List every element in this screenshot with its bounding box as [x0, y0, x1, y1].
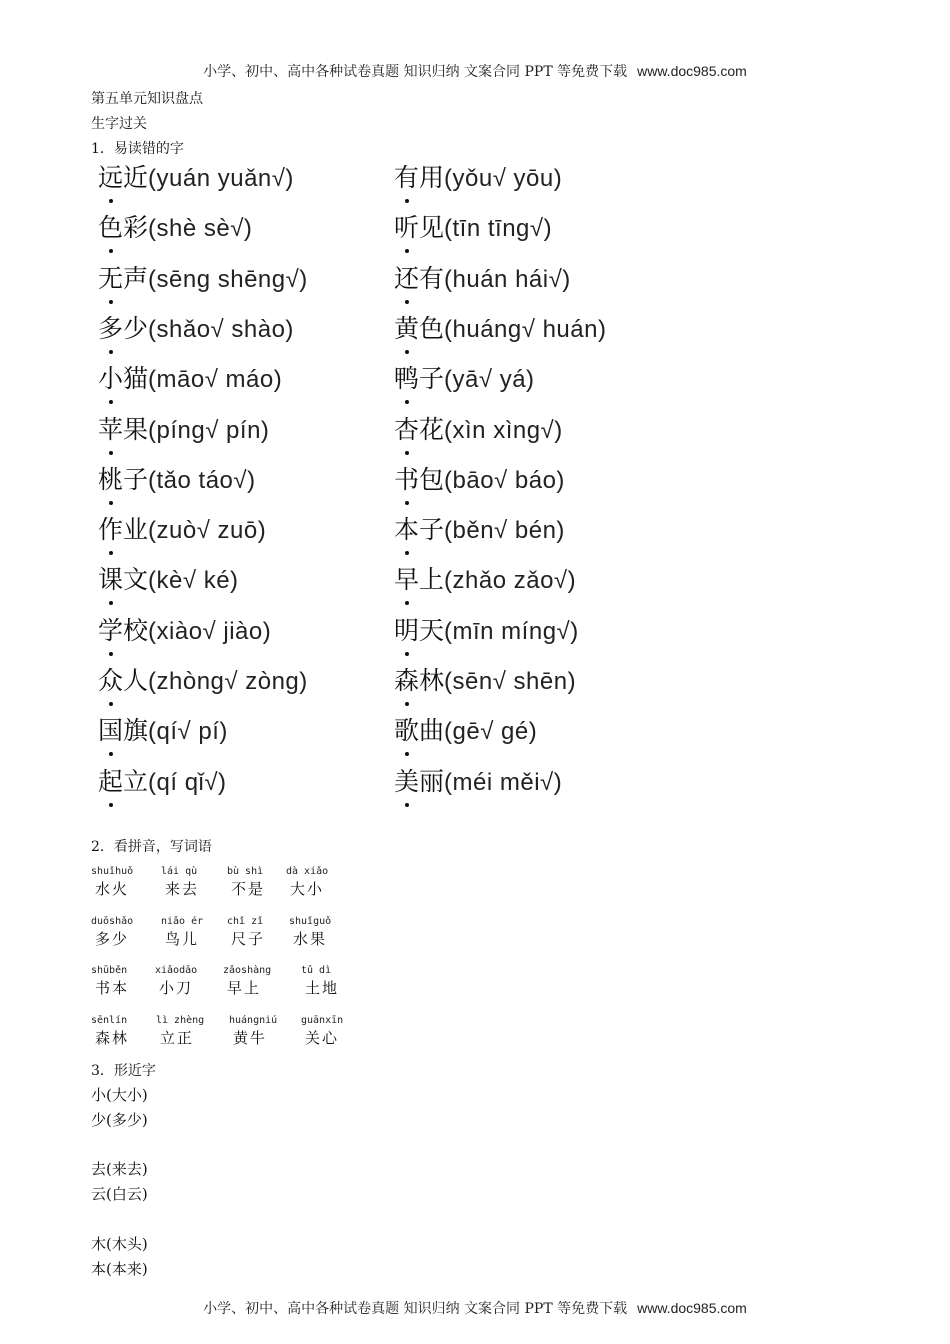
word-pinyin: dà xiǎo: [286, 866, 329, 877]
misread-row: [98, 762, 698, 812]
word-pinyin: shuǐhuǒ: [91, 866, 134, 877]
entry-word: 书包: [394, 464, 445, 494]
entry-word: 无声: [98, 263, 149, 293]
page-header: [0, 61, 950, 81]
pinyin-row: [91, 916, 491, 956]
misread-entry: [98, 711, 228, 747]
word-pinyin: xiǎodāo: [155, 965, 198, 976]
section2-heading: 2．看拼音，写词语: [91, 839, 212, 855]
entry-pinyin: (huáng√ huán): [444, 315, 607, 343]
word-hanzi: 小刀: [159, 979, 194, 997]
emphasis-dot: [109, 199, 113, 203]
word-hanzi: 来去: [165, 880, 200, 898]
word-hanzi: 水火: [95, 880, 130, 898]
emphasis-dot: [405, 752, 409, 756]
misread-row: [98, 711, 698, 761]
misread-entry: [98, 359, 282, 395]
misread-entry: [394, 208, 552, 244]
word-pinyin: shūběn: [91, 965, 128, 976]
emphasis-dot: [109, 652, 113, 656]
similar-char-item: 少(多少): [91, 1111, 148, 1129]
entry-pinyin: (tǎo táo√): [148, 466, 256, 494]
entry-word: 还有: [394, 263, 445, 293]
entry-pinyin: (tīn tīng√): [444, 215, 553, 243]
entry-pinyin: (shǎo√ shào): [148, 315, 294, 343]
word-pinyin: zǎoshàng: [223, 965, 272, 976]
entry-pinyin: (yuán yuǎn√): [148, 165, 294, 192]
similar-char-item: 小(大小): [91, 1086, 148, 1104]
emphasis-dot: [405, 601, 409, 605]
emphasis-dot: [109, 601, 113, 605]
word-hanzi: 不是: [231, 880, 266, 898]
word-pinyin: tǔ dì: [301, 965, 332, 976]
pinyin-row: [91, 866, 491, 906]
entry-pinyin: (píng√ pín): [148, 416, 270, 444]
entry-word: 国旗: [98, 716, 149, 746]
emphasis-dot: [109, 451, 113, 455]
emphasis-dot: [405, 451, 409, 455]
entry-pinyin: (sēn√ shēn): [444, 668, 577, 695]
word-hanzi: 早上: [227, 979, 262, 997]
entry-pinyin: (bāo√ báo): [444, 466, 565, 494]
header-url[interactable]: www.doc985.com: [637, 63, 747, 79]
word-hanzi: 黄牛: [233, 1029, 268, 1047]
word-hanzi: 多少: [95, 930, 130, 948]
entry-word: 早上: [394, 565, 445, 595]
misread-row: [98, 259, 698, 309]
word-pinyin: shuǐguǒ: [289, 916, 332, 927]
entry-pinyin: (huán hái√): [444, 265, 571, 293]
word-pinyin: guānxīn: [301, 1015, 344, 1026]
emphasis-dot: [109, 501, 113, 505]
entry-pinyin: (yā√ yá): [444, 366, 535, 394]
misread-entry: [98, 158, 294, 194]
entry-pinyin: (qí qǐ√): [148, 768, 227, 796]
emphasis-dot: [405, 501, 409, 505]
similar-char-item: 去(来去): [91, 1160, 148, 1178]
entry-word: 森林: [394, 666, 445, 695]
word-pinyin: chǐ zǐ: [227, 916, 264, 927]
pinyin-word: [91, 965, 129, 998]
word-hanzi: 森林: [95, 1029, 130, 1047]
entry-pinyin: (zhòng√ zòng): [148, 668, 308, 695]
similar-char-item: 本(本来): [91, 1260, 148, 1278]
pinyin-word: [91, 1015, 129, 1048]
word-pinyin: sēnlín: [91, 1015, 128, 1026]
misread-entry: [98, 259, 308, 295]
header-text: 小学、初中、高中各种试卷真题 知识归纳 文案合同 PPT 等免费下载: [203, 64, 628, 80]
pinyin-word: [289, 916, 331, 949]
misread-entry: [98, 309, 294, 345]
word-pinyin: niǎo ér: [161, 916, 204, 927]
word-pinyin: bù shì: [227, 866, 264, 877]
entry-word: 学校: [98, 615, 149, 645]
emphasis-dot: [405, 803, 409, 807]
emphasis-dot: [405, 400, 409, 404]
entry-word: 黄色: [394, 313, 445, 343]
entry-word: 有用: [394, 163, 445, 192]
misread-entry: [394, 661, 576, 697]
word-hanzi: 鸟儿: [165, 930, 200, 948]
entry-word: 杏花: [394, 414, 445, 444]
entry-word: 本子: [394, 515, 445, 545]
misread-row: [98, 661, 698, 711]
word-pinyin: duōshǎo: [91, 916, 134, 927]
entry-pinyin: (shè sè√): [148, 215, 253, 243]
emphasis-dot: [405, 551, 409, 555]
word-hanzi: 立正: [160, 1029, 195, 1047]
entry-word: 色彩: [98, 213, 149, 243]
entry-word: 歌曲: [394, 716, 445, 746]
entry-word: 小猫: [98, 364, 149, 394]
entry-pinyin: (gē√ gé): [444, 718, 538, 746]
misread-entry: [98, 611, 271, 647]
section3-heading: 3．形近字: [91, 1063, 156, 1079]
misread-entry: [98, 208, 252, 244]
word-pinyin: lái qù: [161, 866, 198, 877]
entry-word: 鸭子: [394, 364, 445, 394]
misread-entry: [98, 410, 269, 446]
section1-heading: 1．易读错的字: [91, 141, 184, 157]
pinyin-word: [286, 866, 328, 899]
word-pinyin: lì zhèng: [156, 1015, 205, 1026]
misread-entry: [394, 611, 579, 647]
misread-entry: [394, 762, 562, 798]
word-hanzi: 水果: [293, 930, 328, 948]
misread-row: [98, 510, 698, 560]
entry-pinyin: (qí√ pí): [148, 718, 228, 746]
misread-entry: [98, 762, 227, 798]
emphasis-dot: [405, 652, 409, 656]
entry-word: 起立: [98, 766, 149, 796]
pinyin-word: [161, 916, 203, 949]
misread-entry: [394, 460, 565, 496]
word-hanzi: 关心: [305, 1029, 340, 1047]
emphasis-dot: [109, 702, 113, 706]
emphasis-dot: [109, 752, 113, 756]
entry-word: 美丽: [394, 766, 445, 796]
entry-word: 课文: [98, 565, 149, 595]
emphasis-dot: [109, 249, 113, 253]
misread-row: [98, 410, 698, 460]
pinyin-word: [156, 1015, 204, 1048]
misread-row: [98, 208, 698, 258]
similar-char-item: 木(木头): [91, 1235, 148, 1253]
document-title: 第五单元知识盘点: [91, 91, 203, 107]
entry-pinyin: (kè√ ké): [148, 567, 239, 595]
pinyin-word: [227, 916, 265, 949]
entry-word: 明天: [394, 615, 445, 645]
misread-entry: [98, 661, 308, 697]
pinyin-word: [301, 1015, 343, 1048]
pinyin-word: [229, 1015, 277, 1048]
word-pinyin: huángniú: [229, 1015, 278, 1026]
pinyin-word: [227, 866, 265, 899]
pinyin-row: [91, 965, 491, 1005]
misread-row: [98, 359, 698, 409]
misread-row: [98, 158, 698, 208]
emphasis-dot: [109, 400, 113, 404]
entry-pinyin: (xiào√ jiào): [148, 617, 272, 645]
misread-entry: [98, 460, 256, 496]
emphasis-dot: [405, 702, 409, 706]
pinyin-row: [91, 1015, 491, 1055]
emphasis-dot: [109, 803, 113, 807]
entry-pinyin: (zuò√ zuō): [148, 517, 267, 545]
emphasis-dot: [109, 551, 113, 555]
emphasis-dot: [405, 350, 409, 354]
footer-url[interactable]: www.doc985.com: [637, 1300, 747, 1316]
misread-entry: [394, 510, 565, 546]
misread-entry: [394, 560, 576, 596]
pinyin-word: [91, 866, 133, 899]
entry-word: 苹果: [98, 414, 149, 444]
misread-row: [98, 460, 698, 510]
misread-row: [98, 560, 698, 610]
word-hanzi: 大小: [290, 880, 325, 898]
entry-word: 作业: [98, 515, 149, 545]
emphasis-dot: [109, 300, 113, 304]
emphasis-dot: [405, 300, 409, 304]
entry-pinyin: (méi měi√): [444, 768, 563, 796]
emphasis-dot: [405, 199, 409, 203]
pinyin-word: [301, 965, 339, 998]
entry-pinyin: (mīn míng√): [444, 617, 579, 645]
page-footer: [0, 1298, 950, 1318]
misread-entry: [394, 359, 535, 395]
entry-pinyin: (xìn xìng√): [444, 416, 563, 444]
entry-pinyin: (sēng shēng√): [148, 265, 308, 293]
emphasis-dot: [109, 350, 113, 354]
entry-word: 桃子: [98, 464, 149, 494]
pinyin-word: [91, 916, 133, 949]
similar-char-item: 云(白云): [91, 1185, 148, 1203]
entry-word: 多少: [98, 313, 149, 343]
misread-row: [98, 309, 698, 359]
word-hanzi: 土地: [305, 979, 340, 997]
misread-entry: [98, 560, 239, 596]
misread-entry: [394, 259, 571, 295]
word-hanzi: 尺子: [231, 930, 266, 948]
entry-word: 远近: [98, 163, 149, 192]
emphasis-dot: [405, 249, 409, 253]
misread-entry: [394, 410, 563, 446]
footer-text: 小学、初中、高中各种试卷真题 知识归纳 文案合同 PPT 等免费下载: [203, 1301, 628, 1317]
document-subtitle: 生字过关: [91, 116, 147, 132]
pinyin-word: [223, 965, 271, 998]
misread-entry: [394, 711, 537, 747]
word-hanzi: 书本: [95, 979, 130, 997]
misread-entry: [394, 158, 562, 194]
entry-pinyin: (māo√ máo): [148, 366, 283, 394]
pinyin-word: [155, 965, 197, 998]
entry-word: 听见: [394, 213, 445, 243]
misread-entry: [394, 309, 606, 345]
pinyin-word: [161, 866, 199, 899]
entry-pinyin: (zhǎo zǎo√): [444, 567, 577, 595]
entry-word: 众人: [98, 666, 149, 695]
entry-pinyin: (yǒu√ yōu): [444, 165, 563, 192]
entry-pinyin: (běn√ bén): [444, 517, 565, 545]
misread-row: [98, 611, 698, 661]
misread-entry: [98, 510, 266, 546]
